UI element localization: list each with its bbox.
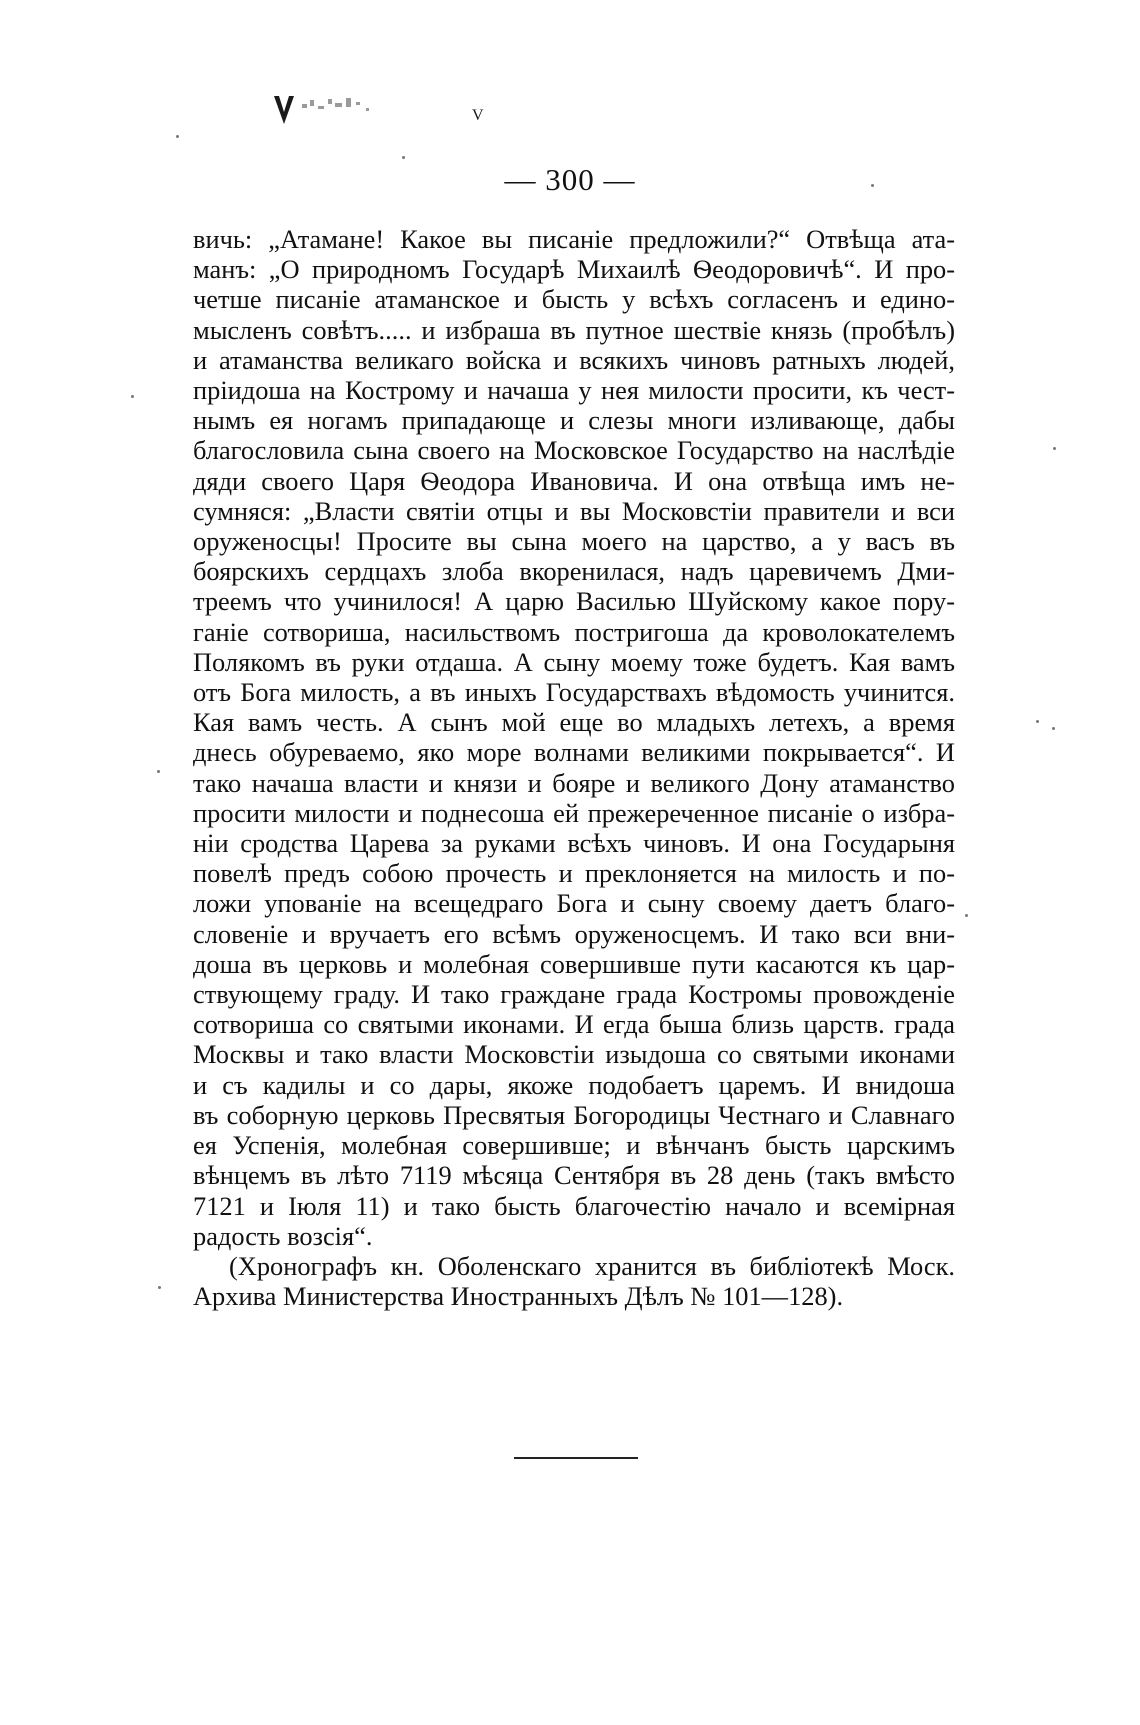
text-line: и съ кадилы и со дары, якоже подобаетъ царемъ. И внидоша [193,1069,955,1100]
text-line: повелѣ предъ собою прочесть и преклоняется на милость и по- [193,858,955,889]
text-line: Кая вамъ честь. А сынъ мой еще во младыхъ летехъ, а время [193,707,955,738]
text-line: треемъ что учинилося! А царю Василью Шуйскому какое пору- [193,586,955,617]
text-line: Москвы и тако власти Московстіи изыдоша со святыми иконами [193,1039,955,1070]
text-line: и атаманства великаго войска и всякихъ чиновъ ратныхъ людей, [193,344,955,375]
main-text [193,224,955,1311]
text-line: тако начаша власти и князи и бояре и великого Дону атаманство [193,767,955,798]
text-line: боярскихъ сердцахъ злоба вкоренилася, надъ царевичемъ Дми- [193,556,955,587]
scan-speck [965,914,968,917]
text-line: благословила сына своего на Московское Государство на наслѣдіе [193,435,955,466]
text-line: радость возсія“. [193,1220,373,1251]
scan-speck [1052,727,1055,730]
text-line: ніи сродства Царева за руками всѣхъ чиновъ. И она Государыня [193,828,955,859]
text-line: мысленъ совѣтъ..... и избраша въ путное шествіе князь (пробѣлъ) [193,314,955,345]
text-line: манъ: „О природномъ Государѣ Михаилѣ Ѳеодоровичѣ“. И про- [193,254,955,285]
text-line: ея Успенія, молебная совершивше; и вѣнчанъ бысть царскимъ [193,1130,955,1161]
text-line: просити милости и поднесоша ей прежереченное писаніе о избра- [193,797,955,828]
text-line: вичь: „Атамане! Какое вы писаніе предложили?“ Отвѣща ата- [193,224,955,254]
text-line: ложи упованіе на всещедраго Бога и сыну своему даетъ благо- [193,888,955,919]
scan-speck [158,1286,161,1289]
stamp-mark-text: V [472,107,484,124]
text-line: пріидоша на Кострому и начаша у нея милости просити, къ чест- [193,375,955,406]
text-line: нымъ ея ногамъ припадающе и слезы многи изливающе, дабы [193,405,955,436]
page-number: — 300 — [504,162,636,197]
scan-speck [1053,447,1056,450]
text-line: вѣнцемъ въ лѣто 7119 мѣсяца Сентября въ 28 день (такъ вмѣсто [193,1160,955,1191]
stamp-faded-marks [302,98,369,111]
source-note-line: Архива Министерства Иностранныхъ Дѣлъ № 101—128). [193,1281,844,1312]
text-line: ганіе сотвориша, насильствомъ постригоша да кроволокателемъ [193,616,955,647]
scan-speck [176,135,179,138]
text-line: въ соборную церковь Пресвятыя Богородицы Честнаго и Славнаго [193,1099,955,1130]
text-line: дяди своего Царя Ѳеодора Ивановича. И она отвѣща имъ не- [193,465,955,496]
text-line: Полякомъ въ руки отдаша. А сыну моему тоже будетъ. Кая вамъ [193,646,955,677]
scan-speck [871,184,874,187]
text-line: днесь обуреваемо, яко море волнами великими покрывается“. И [193,737,955,768]
text-line: словеніе и вручаетъ его всѣмъ оруженосцемъ. И тако вси вни- [193,918,955,949]
text-line: сумняся: „Власти святіи отцы и вы Московстіи правители и вси [193,495,955,526]
library-stamp-mark [272,90,484,130]
text-line: четше писаніе атаманское и бысть у всѣхъ согласенъ и едино- [193,284,955,315]
source-note-line: (Хронографъ кн. Оболенскаго хранится въ библіотекѣ Моск. [229,1250,955,1281]
closing-rule [514,1457,638,1459]
scan-speck [131,395,134,398]
text-line: доша въ церковь и молебная совершивше пути касаются къ цар- [193,948,955,979]
scan-speck [157,770,160,773]
stamp-v-glyph [274,96,294,124]
text-line: ствующему граду. И тако граждане града Костромы провожденіе [193,979,955,1010]
text-line: отъ Бога милость, а въ иныхъ Государствахъ вѣдомость учинится. [193,677,955,708]
text-line: сотвориша со святыми иконами. И егда быша близь царств. града [193,1009,955,1040]
scan-speck [1036,720,1039,723]
text-line: оруженосцы! Просите вы сына моего на царство, а у васъ въ [193,526,955,557]
text-line: 7121 и Іюля 11) и тако бысть благочестію начало и всемірная [193,1190,955,1221]
scan-speck [402,156,405,159]
